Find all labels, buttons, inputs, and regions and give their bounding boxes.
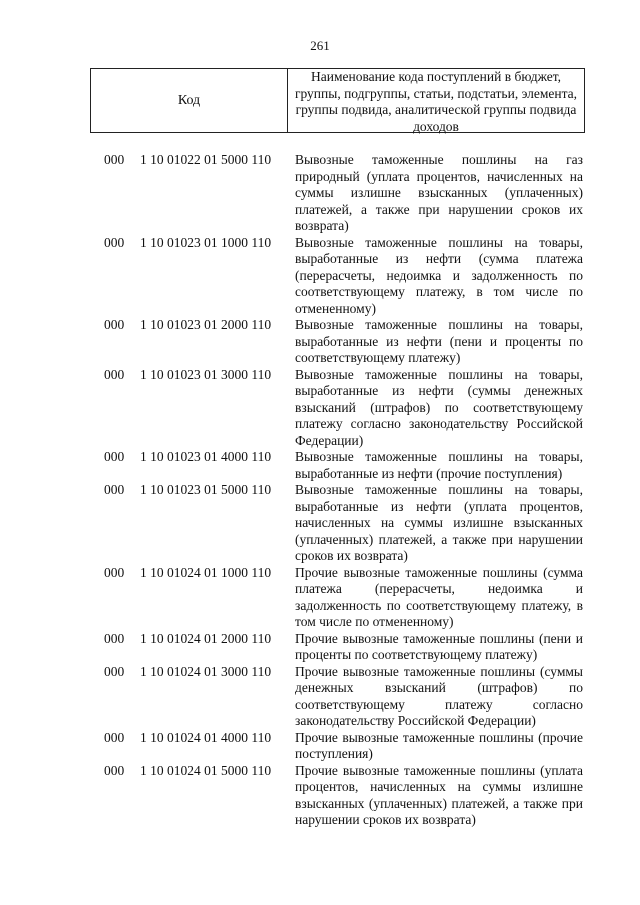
row-admin-code: 000 <box>104 152 125 167</box>
row-budget-code: 1 10 01023 01 1000 110 <box>140 234 272 250</box>
row-budget-code: 1 10 01024 01 3000 110 <box>140 663 272 679</box>
row-description: Вывозные таможенные пошлины на товары, выработанные из нефти (уплата процентов, начисленных на суммы излишне взысканных (уплаченных) платежей, а также при нарушении сроков их возврата) <box>295 482 583 563</box>
table-row <box>0 763 640 829</box>
table-row <box>0 631 640 664</box>
row-description: Прочие вывозные таможенные пошлины (пени и проценты по соответствующему платежу) <box>295 630 583 662</box>
row-budget-code: 1 10 01024 01 4000 110 <box>140 729 272 745</box>
row-budget-code: 1 10 01024 01 2000 110 <box>140 630 272 646</box>
row-budget-code: 1 10 01022 01 5000 110 <box>140 152 272 167</box>
row-description: Прочие вывозные таможенные пошлины (сумма платежа (перерасчеты, недоимка и задолженность по соответствующему платежу, в том числе по отмененному) <box>295 564 583 629</box>
row-admin-code: 000 <box>104 482 125 497</box>
row-admin-code: 000 <box>104 317 125 332</box>
table-row <box>0 367 640 450</box>
table-row <box>0 235 640 318</box>
row-budget-code: 1 10 01024 01 5000 110 <box>140 762 272 778</box>
header-code-label: Код <box>177 92 201 108</box>
row-admin-code: 000 <box>104 729 125 745</box>
table-body <box>0 152 640 829</box>
row-admin-code: 000 <box>104 762 125 778</box>
row-description: Прочие вывозные таможенные пошлины (уплата процентов, начисленных на суммы излишне взысканных (уплаченных) платежей, а также при нарушении сроков их возврата) <box>295 762 583 827</box>
table-row <box>0 317 640 367</box>
row-admin-code: 000 <box>104 663 125 679</box>
row-admin-code: 000 <box>104 234 125 250</box>
row-admin-code: 000 <box>104 630 125 646</box>
header-code-cell <box>91 69 288 132</box>
table-row <box>0 730 640 763</box>
row-budget-code: 1 10 01023 01 3000 110 <box>140 366 272 382</box>
table-row <box>0 449 640 482</box>
row-admin-code: 000 <box>104 449 125 464</box>
row-budget-code: 1 10 01023 01 2000 110 <box>140 317 272 332</box>
row-description: Прочие вывозные таможенные пошлины (прочие поступления) <box>295 729 583 761</box>
row-description: Вывозные таможенные пошлины на товары, выработанные из нефти (суммы денежных взысканий (штрафов) по соответствующему платежу согласно законодательству Российской Федерации) <box>295 366 583 448</box>
header-name-cell <box>288 69 584 132</box>
header-name-label: Наименование кода поступлений в бюджет, группы, подгруппы, статьи, подстатьи, элемента, группы подвида, аналитической группы подвида доходов <box>294 69 578 134</box>
row-admin-code: 000 <box>104 564 125 580</box>
table-row <box>0 482 640 565</box>
row-description: Прочие вывозные таможенные пошлины (суммы денежных взысканий (штрафов) по соответствующему платежу согласно законодательству Российской Федерации) <box>295 663 583 728</box>
table-row <box>0 565 640 631</box>
row-description: Вывозные таможенные пошлины на товары, выработанные из нефти (пени и проценты по соответствующему платежу) <box>295 317 583 365</box>
row-description: Вывозные таможенные пошлины на товары, выработанные из нефти (прочие поступления) <box>295 449 583 481</box>
page-number: 261 <box>310 38 330 53</box>
row-budget-code: 1 10 01023 01 5000 110 <box>140 482 272 497</box>
row-budget-code: 1 10 01024 01 1000 110 <box>140 564 272 580</box>
table-row <box>0 152 640 235</box>
table-header <box>90 68 585 133</box>
row-description: Вывозные таможенные пошлины на товары, выработанные из нефти (сумма платежа (перерасчеты, недоимка и задолженность по соответствующему платежу, в том числе по отмененному) <box>295 234 583 316</box>
table-row <box>0 664 640 730</box>
row-description: Вывозные таможенные пошлины на газ природный (уплата процентов, начисленных на суммы излишне взысканных (уплаченных) платежей, а также при нарушении сроков их возврата) <box>295 152 583 233</box>
row-admin-code: 000 <box>104 366 125 382</box>
row-budget-code: 1 10 01023 01 4000 110 <box>140 449 272 464</box>
